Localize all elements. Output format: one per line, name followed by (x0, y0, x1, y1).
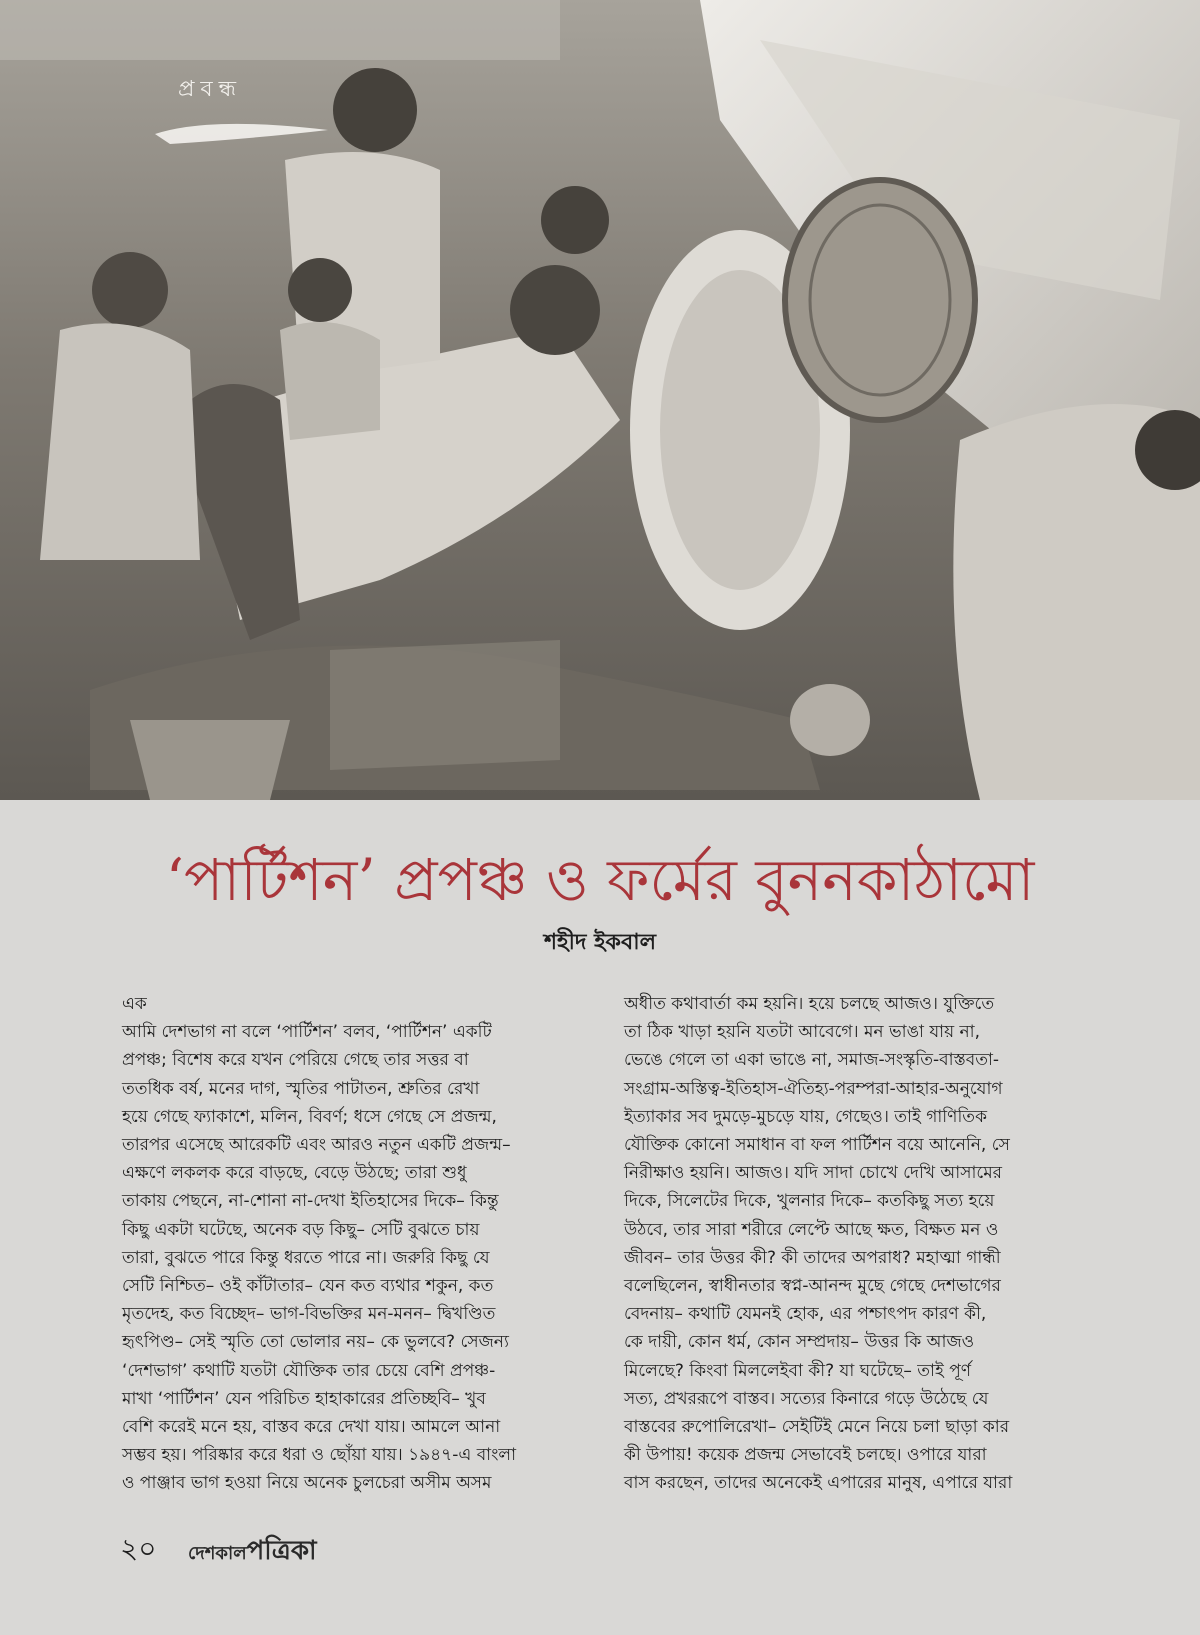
text-line: নিরীক্ষাও হয়নি। আজও। যদি সাদা চোখে দেখি আসামের (624, 1163, 1003, 1184)
text-line: হৃৎপিণ্ড– সেই স্মৃতি তো ভোলার নয়– কে ভুলবে? সেজন্য (122, 1332, 509, 1353)
logo-text-part1: দেশকাল (188, 1543, 247, 1564)
text-line: সংগ্রাম-অস্তিত্ব-ইতিহাস-ঐতিহ্য-পরম্পরা-আহার-অনুযোগ (624, 1078, 1003, 1099)
article-title: ‘পার্টিশন’ প্রপঞ্চ ও ফর্মের বুননকাঠামো (165, 846, 1035, 914)
section-tag: প্রবন্ধ (178, 77, 243, 102)
text-line: সেটি নিশ্চিত– ওই কাঁটাতার– যেন কত ব্যথার শকুন, কত (122, 1276, 494, 1297)
article-column-right (624, 990, 1084, 1498)
text-line: হয়ে গেছে ফ্যাকাশে, মলিন, বিবর্ণ; ধসে গেছে সে প্রজন্ম, (122, 1106, 497, 1127)
text-line: ও পাঞ্জাব ভাগ হওয়া নিয়ে অনেক চুলচেরা অসীম অসম (122, 1473, 492, 1494)
text-line: এক্ষণে লকলক করে বাড়ছে, বেড়ে উঠছে; তারা শুধু (122, 1163, 467, 1184)
text-line: ভেঙে গেলে তা একা ভাঙে না, সমাজ-সংস্কৃতি-বাস্তবতা- (624, 1050, 1000, 1071)
text-line: উঠবে, তার সারা শরীরে লেপ্টে আছে ক্ষত, বিক্ষত মন ও (624, 1219, 999, 1240)
text-line: বেদনায়– কথাটি যেমনই হোক, এর পশ্চাৎপদ কারণ কী, (624, 1304, 987, 1325)
text-line: মৃতদেহ, কত বিচ্ছেদ– ভাগ-বিভক্তির মন-মনন– দ্বিখণ্ডিত (122, 1304, 496, 1325)
text-line: তা ঠিক খাড়া হয়নি যতটা আবেগে। মন ভাঙা যায় না, (624, 1022, 980, 1043)
text-line: দিকে, সিলেটের দিকে, খুলনার দিকে– কতকিছু সত্য হয়ে (624, 1191, 995, 1212)
text-line: সম্ভব হয়। পরিষ্কার করে ধরা ও ছোঁয়া যায়। ১৯৪৭-এ বাংলা (122, 1445, 516, 1466)
text-line: বাস্তবের রুপোলিরেখা– সেইটিই মেনে নিয়ে চলা ছাড়া কার (624, 1417, 1010, 1438)
text-line: কী উপায়! কয়েক প্রজন্ম সেভাবেই চলছে। ওপারে যারা (624, 1445, 987, 1466)
text-line: আমি দেশভাগ না বলে ‘পার্টিশন’ বলব, ‘পার্টিশন’ একটি (122, 1022, 492, 1043)
text-line: তারপর এসেছে আরেকটি এবং আরও নতুন একটি প্রজন্ম– (122, 1135, 511, 1156)
text-line: ততধিক বর্ষ, মনের দাগ, স্মৃতির পাটাতন, শ্রুতির রেখা (122, 1078, 480, 1099)
text-line: জীবন– তার উত্তর কী? কী তাদের অপরাধ? মহাত্মা গান্ধী (624, 1247, 1001, 1268)
text-line: কিছু একটা ঘটেছে, অনেক বড় কিছু– সেটি বুঝতে চায় (122, 1219, 480, 1240)
text-line: যৌক্তিক কোনো সমাধান বা ফল পার্টিশন বয়ে আনেনি, সে (624, 1135, 1010, 1156)
text-line: এক (122, 994, 147, 1014)
text-line: তারা, বুঝতে পারে কিন্তু ধরতে পারে না। জরুরি কিছু যে (122, 1247, 490, 1268)
text-line: বলেছিলেন, স্বাধীনতার স্বপ্ন-আনন্দ মুছে গেছে দেশভাগের (624, 1276, 1001, 1297)
text-line: মাখা ‘পার্টিশন’ যেন পরিচিত হাহাকারের প্রতিচ্ছবি– খুব (122, 1388, 486, 1409)
text-line: মিলেছে? কিংবা মিললেইবা কী? যা ঘটেছে– তাই পূর্ণ (624, 1360, 972, 1381)
text-line: অধীত কথাবার্তা কম হয়নি। হয়ে চলছে আজও। যুক্তিতে (624, 994, 995, 1014)
magazine-logo (188, 1530, 317, 1574)
page-number: ২০ (120, 1532, 157, 1565)
text-line: বাস করছেন, তাদের অনেকেই এপারের মানুষ, এপারে যারা (624, 1473, 1013, 1494)
text-line: সত্য, প্রখররূপে বাস্তব। সত্যের কিনারে গড়ে উঠেছে যে (624, 1388, 989, 1409)
text-line: ইত্যাকার সব দুমড়ে-মুচড়ে যায়, গেছেও। তাই গাণিতিক (624, 1106, 987, 1127)
text-line: বেশি করেই মনে হয়, বাস্তব করে দেখা যায়। আমলে আনা (122, 1417, 501, 1438)
text-line: প্রপঞ্চ; বিশেষ করে যখন পেরিয়ে গেছে তার সত্তর বা (122, 1050, 469, 1071)
text-line: তাকায় পেছনে, না-শোনা না-দেখা ইতিহাসের দিকে– কিন্তু (122, 1191, 499, 1212)
brush-stroke-decoration (150, 112, 330, 148)
article-column-left (122, 990, 582, 1498)
logo-text-part2: পত্রিকা (246, 1536, 317, 1566)
article-author: শহীদ ইকবাল (544, 930, 656, 955)
text-line: ‘দেশভাগ’ কথাটি যতটা যৌক্তিক তার চেয়ে বেশি প্রপঞ্চ- (122, 1360, 496, 1381)
text-line: কে দায়ী, কোন ধর্ম, কোন সম্প্রদায়– উত্তর কি আজও (624, 1332, 975, 1353)
